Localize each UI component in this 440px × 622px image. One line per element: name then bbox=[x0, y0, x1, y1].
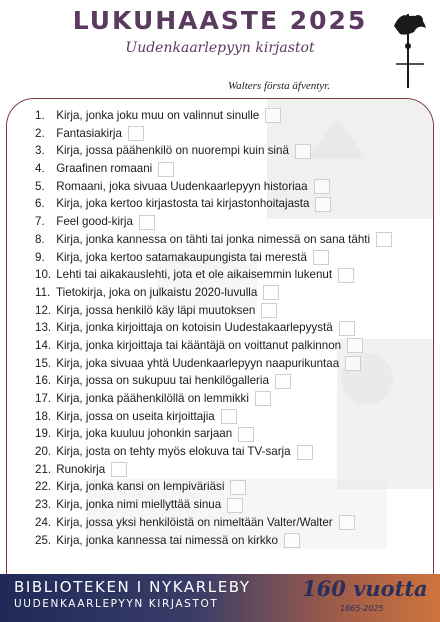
list-item-text: Kirja, jonka nimi miellyttää sinua bbox=[56, 498, 222, 512]
anniversary-years: 1865-2025 bbox=[340, 604, 384, 613]
list-item-text: Kirja, joka sivuaa yhtä Uudenkaarlepyyn naapurikuntaa bbox=[56, 356, 340, 370]
page-subtitle: Uudenkaarlepyyn kirjastot bbox=[125, 40, 315, 56]
list-item-number: 7. bbox=[35, 215, 45, 229]
list-item bbox=[35, 302, 415, 320]
checkbox[interactable] bbox=[345, 356, 361, 371]
list-item-number: 14. bbox=[35, 338, 52, 352]
list-item-text: Kirja, jonka kirjoittaja tai kääntäjä on voittanut palkinnon bbox=[56, 338, 342, 352]
list-item-number: 12. bbox=[35, 303, 52, 317]
checkbox[interactable] bbox=[128, 126, 144, 141]
weather-vane-icon bbox=[386, 6, 436, 88]
checkbox[interactable] bbox=[295, 144, 311, 159]
checkbox[interactable] bbox=[230, 480, 246, 495]
list-item bbox=[35, 478, 415, 496]
list-item-text: Kirja, jonka kannessa on tähti tai jonka nimessä on sana tähti bbox=[56, 232, 371, 246]
checkbox[interactable] bbox=[284, 533, 300, 548]
list-item-number: 3. bbox=[35, 144, 45, 158]
list-item bbox=[35, 532, 415, 550]
list-item bbox=[35, 461, 415, 479]
list-item bbox=[35, 443, 415, 461]
list-item bbox=[35, 355, 415, 373]
checkbox[interactable] bbox=[261, 303, 277, 318]
list-item-number: 21. bbox=[35, 462, 52, 476]
list-item bbox=[35, 284, 415, 302]
list-item-text: Kirja, jonka päähenkilöllä on lemmikki bbox=[56, 392, 249, 405]
list-item-text: Kirja, jossa on useita kirjoittajia bbox=[56, 409, 215, 423]
list-item-number: 22. bbox=[35, 480, 52, 494]
checkbox[interactable] bbox=[314, 179, 330, 194]
list-item-text: Graafinen romaani bbox=[56, 162, 153, 176]
list-item-number: 5. bbox=[35, 179, 45, 193]
checkbox[interactable] bbox=[238, 427, 254, 442]
checkbox[interactable] bbox=[158, 162, 174, 177]
list-item-number: 17. bbox=[35, 392, 52, 405]
list-item-number: 18. bbox=[35, 409, 52, 423]
checkbox[interactable] bbox=[265, 108, 281, 123]
checkbox[interactable] bbox=[227, 498, 243, 513]
checkbox[interactable] bbox=[338, 268, 354, 283]
list-item-number: 25. bbox=[35, 533, 52, 547]
list-item-text: Kirja, jossa henkilö käy läpi muutoksen bbox=[56, 303, 256, 317]
list-item bbox=[35, 178, 415, 196]
list-item-text: Kirja, jossa on sukupuu tai henkilögalleria bbox=[56, 374, 269, 388]
list-item-number: 24. bbox=[35, 515, 52, 529]
list-item-text: Kirja, jonka kansi on lempiväriäsi bbox=[56, 480, 225, 494]
header bbox=[0, 0, 440, 95]
list-item bbox=[35, 319, 415, 337]
list-item-number: 20. bbox=[35, 445, 52, 459]
list-item bbox=[35, 372, 415, 390]
checkbox[interactable] bbox=[111, 462, 127, 477]
checkbox[interactable] bbox=[263, 285, 279, 300]
checkbox[interactable] bbox=[139, 215, 155, 230]
list-item bbox=[35, 195, 415, 213]
footer-library-name-sv: BIBLIOTEKEN I NYKARLEBY bbox=[14, 578, 251, 596]
list-item bbox=[35, 337, 415, 355]
list-item-text: Lehti tai aikakauslehti, jota et ole aikaisemmin lukenut bbox=[56, 268, 333, 282]
list-item-text: Kirja, joka kuuluu johonkin sarjaan bbox=[56, 427, 233, 441]
list-item-text: Feel good-kirja bbox=[56, 215, 133, 229]
list-item bbox=[35, 425, 415, 443]
list-item-number: 8. bbox=[35, 232, 45, 246]
list-item-text: Kirja, jonka joku muu on valinnut sinulle bbox=[56, 109, 260, 122]
list-item bbox=[35, 390, 415, 408]
list-item-number: 11. bbox=[35, 285, 51, 299]
list-item bbox=[35, 496, 415, 514]
checkbox[interactable] bbox=[376, 232, 392, 247]
list-item-number: 4. bbox=[35, 162, 45, 176]
list-item-text: Kirja, joka kertoo kirjastosta tai kirjastonhoitajasta bbox=[56, 197, 310, 211]
list-item-number: 10. bbox=[35, 268, 52, 282]
list-item-number: 2. bbox=[35, 126, 45, 140]
list-item-number: 1. bbox=[35, 109, 45, 122]
list-item bbox=[35, 266, 415, 284]
list-item bbox=[35, 514, 415, 532]
anniversary-label: 160 vuotta bbox=[302, 576, 428, 601]
list-item bbox=[35, 249, 415, 267]
checkbox[interactable] bbox=[255, 391, 271, 406]
list-item-number: 6. bbox=[35, 197, 45, 211]
checkbox[interactable] bbox=[315, 197, 331, 212]
list-item-text: Kirja, jonka kannessa tai nimessä on kirkko bbox=[56, 533, 278, 547]
list-item bbox=[35, 213, 415, 231]
list-item bbox=[35, 142, 415, 160]
list-item-text: Fantasiakirja bbox=[56, 126, 122, 140]
list-item-number: 19. bbox=[35, 427, 52, 441]
illustration-caption: Walters första äfventyr. bbox=[228, 80, 330, 92]
list-item-number: 9. bbox=[35, 250, 45, 264]
footer-library-name-fi: UUDENKAARLEPYYN KIRJASTOT bbox=[14, 598, 219, 610]
list-item-text: Kirja, jossa päähenkilö on nuorempi kuin sinä bbox=[56, 144, 289, 158]
list-item-number: 13. bbox=[35, 321, 52, 335]
checkbox[interactable] bbox=[347, 338, 363, 353]
list-item bbox=[35, 107, 415, 125]
checkbox[interactable] bbox=[297, 445, 313, 460]
list-item-number: 15. bbox=[35, 356, 52, 370]
list-item-text: Romaani, joka sivuaa Uudenkaarlepyyn historiaa bbox=[56, 179, 308, 193]
challenge-frame bbox=[6, 98, 434, 574]
list-item-number: 16. bbox=[35, 374, 52, 388]
challenge-list bbox=[35, 107, 415, 549]
list-item-text: Runokirja bbox=[56, 462, 106, 476]
checkbox[interactable] bbox=[275, 374, 291, 389]
page-title: LUKUHAASTE 2025 bbox=[72, 6, 368, 35]
list-item-text: Tietokirja, joka on julkaistu 2020-luvulla bbox=[56, 285, 258, 299]
list-item-text: Kirja, joka kertoo satamakaupungista tai merestä bbox=[56, 250, 307, 264]
list-item-text: Kirja, josta on tehty myös elokuva tai TV-sarja bbox=[56, 445, 291, 459]
list-item bbox=[35, 408, 415, 426]
list-item bbox=[35, 231, 415, 249]
list-item-text: Kirja, jossa yksi henkilöistä on nimeltään Valter/Walter bbox=[56, 515, 333, 529]
list-item-text: Kirja, jonka kirjoittaja on kotoisin Uudestakaarlepyystä bbox=[56, 321, 333, 335]
checkbox[interactable] bbox=[313, 250, 329, 265]
checkbox[interactable] bbox=[221, 409, 237, 424]
list-item bbox=[35, 125, 415, 143]
checkbox[interactable] bbox=[339, 515, 355, 530]
checkbox[interactable] bbox=[339, 321, 355, 336]
list-item-number: 23. bbox=[35, 498, 52, 512]
list-item bbox=[35, 160, 415, 178]
footer-banner bbox=[0, 574, 440, 622]
